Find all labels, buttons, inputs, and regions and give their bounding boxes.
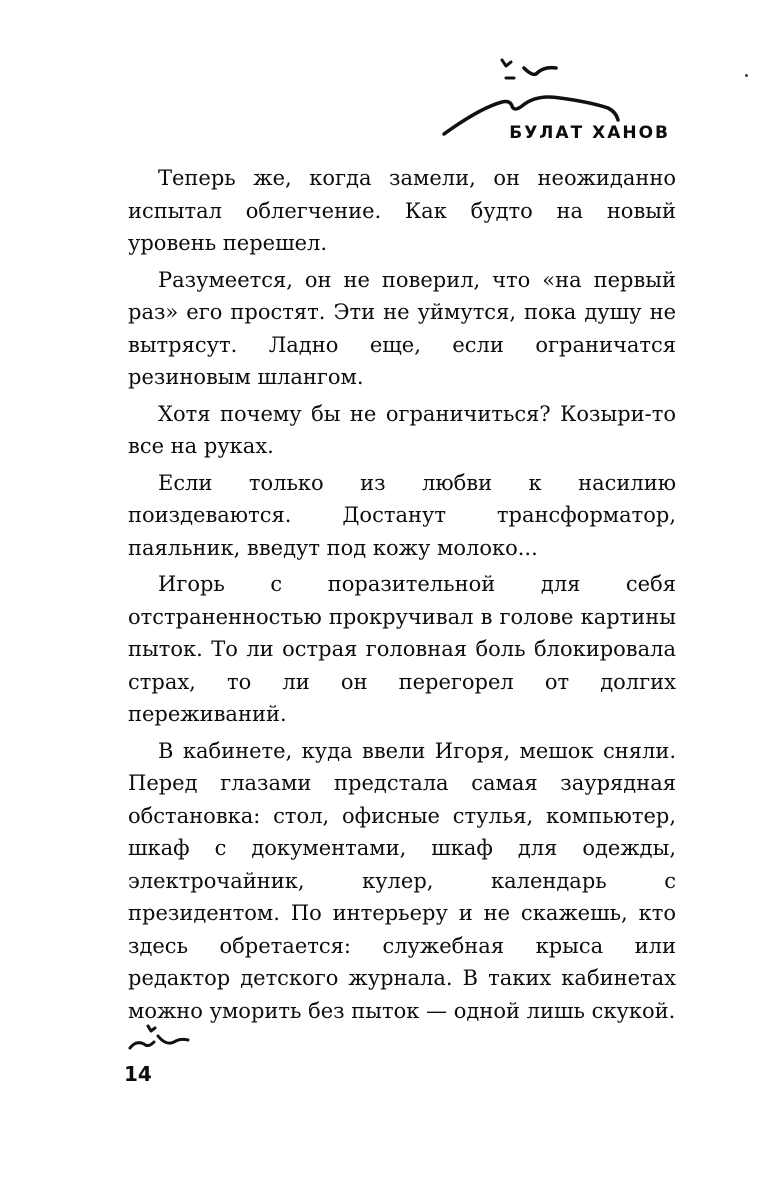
paragraph: Разумеется, он не поверил, что «на первый раз» его простят. Эти не уймутся, пока душу не вытрясут. Ладно еще, если ограничатся резиновым шлангом. — [128, 267, 676, 389]
running-head-author: БУЛАТ ХАНОВ — [509, 123, 670, 143]
paragraph: Если только из любви к насилию поиздеваются. Достанут трансформатор, паяльник, введут под кожу молоко... — [128, 470, 676, 560]
paragraph: Игорь с поразительной для себя отстраненностью прокручивал в голове картины пыток. То ли острая головная боль блокировала страх, то ли он перегорел от долгих переживаний. — [128, 572, 676, 726]
paragraph: Теперь же, когда замели, он неожиданно испытал облегчение. Как будто на новый уровень перешел. — [128, 166, 676, 255]
stray-dot — [745, 74, 748, 77]
paragraph: В кабинете, куда ввели Игоря, мешок сняли. Перед глазами предстала самая заурядная обстановка: стол, офисные стулья, компьютер, шкаф с документами, шкаф для одежды, электрочайник, кулер, календарь с президентом. По интерьеру и не скажешь, кто здесь обретается: служебная крыса или редактор детского журнала. В таких кабинетах можно уморить без пыток — одной лишь скукой. — [128, 738, 676, 1023]
page-number: 14 — [124, 1062, 152, 1086]
body-text — [128, 162, 676, 1031]
paragraph: Хотя почему бы не ограничиться? Козыри-то все на руках. — [128, 401, 676, 458]
